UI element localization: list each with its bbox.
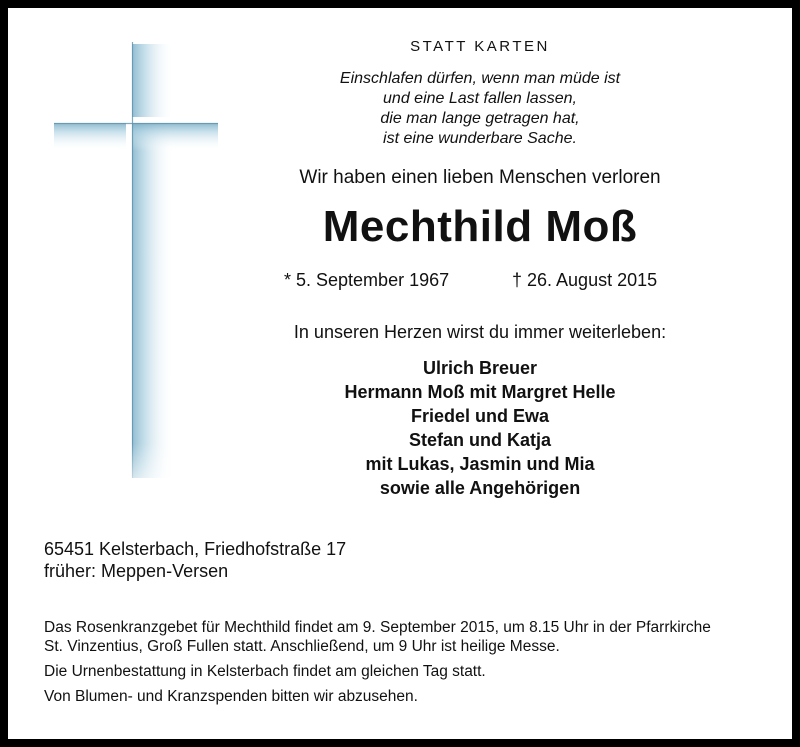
cross-icon (48, 38, 223, 488)
flowers-notice: Von Blumen- und Kranzspenden bitten wir abzusehen. (44, 688, 418, 705)
mourner-line: Hermann Moß mit Margret Helle (344, 382, 616, 402)
mourner-line: Ulrich Breuer (422, 358, 538, 378)
address-block (44, 538, 346, 582)
mourner-line: Friedel und Ewa (410, 406, 550, 426)
address-line: früher: Meppen-Versen (44, 561, 229, 581)
mourner-line: mit Lukas, Jasmin und Mia (365, 454, 595, 474)
poem (280, 69, 680, 149)
address-line: 65451 Kelsterbach, Friedhofstraße 17 (44, 539, 347, 559)
birth-date: * 5. September 1967 (284, 270, 450, 290)
mourner-line: Stefan und Katja (408, 430, 551, 450)
motto: In unseren Herzen wirst du immer weiterleben: (293, 322, 667, 342)
mourners-list (250, 356, 710, 500)
poem-line: ist eine wunderbare Sache. (383, 130, 577, 147)
death-date: † 26. August 2015 (512, 270, 658, 290)
notices-block (44, 618, 764, 706)
poem-line: die man lange getragen hat, (380, 110, 580, 127)
notice-header: STATT KARTEN (410, 38, 550, 55)
rosary-notice-line: St. Vinzentius, Groß Fullen statt. Anschließend, um 9 Uhr ist heilige Messe. (44, 638, 560, 655)
intro-line: Wir haben einen lieben Menschen verloren (299, 167, 661, 188)
deceased-name: Mechthild Moß (322, 202, 638, 251)
urn-notice: Die Urnenbestattung in Kelsterbach findet am gleichen Tag statt. (44, 663, 486, 680)
mourner-line: sowie alle Angehörigen (379, 478, 581, 498)
poem-line: Einschlafen dürfen, wenn man müde ist (339, 70, 621, 87)
poem-line: und eine Last fallen lassen, (383, 90, 577, 107)
rosary-notice-line: Das Rosenkranzgebet für Mechthild findet am 9. September 2015, um 8.15 Uhr in der Pfarrkirche (44, 619, 711, 636)
